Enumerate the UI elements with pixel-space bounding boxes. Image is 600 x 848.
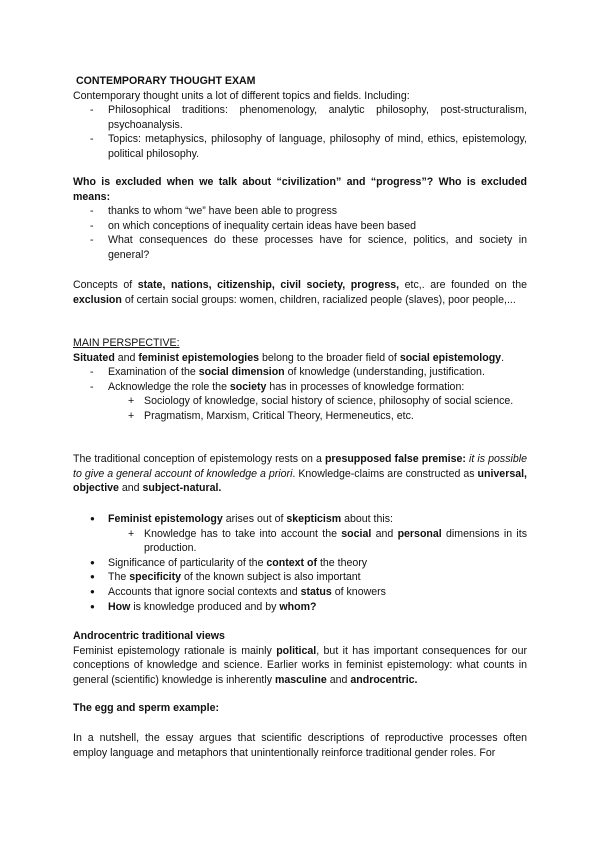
intro-section bbox=[73, 74, 527, 162]
list-item: ● The specificity of the known subject is also important bbox=[73, 570, 527, 585]
list-item: ● How is knowledge produced and by whom? bbox=[73, 600, 527, 615]
perspective-section bbox=[73, 336, 527, 424]
list-item: - What consequences do these processes have for science, politics, and society in general? bbox=[73, 233, 527, 262]
list-item: + Pragmatism, Marxism, Critical Theory, Hermeneutics, etc. bbox=[73, 409, 527, 424]
list-item: - Examination of the social dimension of knowledge (understanding, justification. bbox=[73, 365, 527, 380]
situated-paragraph: Situated and feminist epistemologies belong to the broader field of social epistemology. bbox=[73, 351, 505, 364]
section-heading: Androcentric traditional views bbox=[73, 630, 225, 642]
egg-paragraph: In a nutshell, the essay argues that scientific descriptions of reproductive processes often employ language and metaphors that unintentionally reinforce traditional gender roles. For bbox=[73, 732, 527, 759]
concepts-paragraph: Concepts of state, nations, citizenship, civil society, progress, etc,. are founded on the exclusion of certain social groups: women, children, racialized people (slaves), poor people,... bbox=[73, 279, 527, 306]
list-item: + Sociology of knowledge, social history of science, philosophy of social science. bbox=[73, 394, 527, 409]
traditional-section bbox=[73, 452, 527, 496]
question-heading: Who is excluded when we talk about “civilization” and “progress”? Who is excluded means: bbox=[73, 176, 527, 203]
intro-text: Contemporary thought units a lot of different topics and fields. Including: bbox=[73, 89, 410, 102]
list-item: - Philosophical traditions: phenomenology, analytic philosophy, post-structuralism, psychoanalysis. bbox=[73, 103, 527, 132]
egg-section bbox=[73, 701, 527, 716]
question-section bbox=[73, 175, 527, 263]
question-list bbox=[73, 204, 527, 262]
page-title: CONTEMPORARY THOUGHT EXAM bbox=[76, 75, 256, 87]
list-item: - Topics: metaphysics, philosophy of language, philosophy of mind, ethics, epistemology, political philosophy. bbox=[73, 132, 527, 161]
feminist-sublist bbox=[108, 527, 527, 556]
section-heading: The egg and sperm example: bbox=[73, 702, 220, 714]
list-item: - on which conceptions of inequality certain ideas have been based bbox=[73, 219, 527, 234]
list-item: ● Accounts that ignore social contexts and status of knowers bbox=[73, 585, 527, 600]
concepts-section bbox=[73, 278, 527, 307]
feminist-section bbox=[73, 512, 527, 614]
list-item: ● Significance of particularity of the context of the theory bbox=[73, 556, 527, 571]
list-item: + Knowledge has to take into account the social and personal dimensions in its production. bbox=[108, 527, 527, 556]
egg-body bbox=[73, 731, 527, 760]
feminist-list bbox=[73, 512, 527, 614]
section-label: MAIN PERSPECTIVE: bbox=[73, 337, 180, 349]
perspective-list bbox=[73, 365, 527, 394]
intro-list bbox=[73, 103, 527, 161]
androcentric-section bbox=[73, 629, 527, 687]
androcentric-paragraph: Feminist epistemology rationale is mainly political, but it has important consequences for our conceptions of knowledge and science. Earlier works in feminist epistemology: what counts in general (scientific) knowledge is inherently masculine and androcentric. bbox=[73, 644, 527, 686]
list-item: - thanks to whom “we” have been able to progress bbox=[73, 204, 527, 219]
perspective-sublist bbox=[73, 394, 527, 423]
list-item: ● Feminist epistemology arises out of skepticism about this: + Knowledge has to take into account the social and personal dimensions in its production. bbox=[73, 512, 527, 556]
traditional-paragraph: The traditional conception of epistemology rests on a presupposed false premise: it is possible to give a general account of knowledge a priori. Knowledge-claims are constructed as universal, objective and subject-natural. bbox=[73, 453, 527, 495]
list-item: - Acknowledge the role the society has in processes of knowledge formation: bbox=[73, 380, 527, 395]
